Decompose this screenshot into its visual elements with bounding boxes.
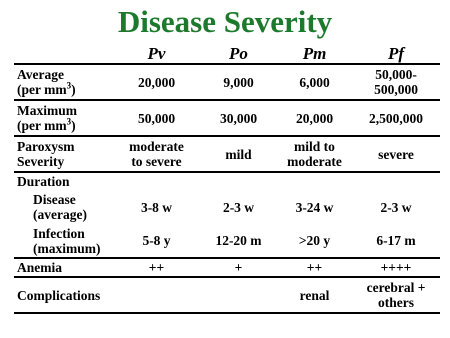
cell-infection-po: 12-20 m — [215, 233, 262, 248]
cell-anemia-pv: ++ — [148, 260, 165, 275]
row-average — [14, 64, 440, 100]
header-po: Po — [229, 44, 248, 63]
cell-disease-pv: 3-8 w — [140, 199, 173, 215]
cell-complications-pf: cerebral + others — [366, 280, 426, 310]
cell-complications-pv — [113, 277, 200, 313]
page-title: Disease Severity — [117, 4, 333, 39]
row-label-disease: Disease (average) — [33, 192, 87, 222]
cell-disease-pm: 3-24 w — [295, 199, 334, 215]
disease-severity-table — [14, 44, 440, 314]
cell-anemia-pm: ++ — [306, 260, 323, 275]
row-disease-duration — [14, 190, 440, 224]
row-infection-duration — [14, 224, 440, 258]
cell-average-pv: 20,000 — [137, 74, 176, 90]
cell-anemia-pf: ++++ — [380, 260, 412, 275]
cell-paroxysm-pf: severe — [378, 146, 414, 162]
row-label-paroxysm: Paroxysm Severity — [17, 139, 75, 169]
cell-average-po: 9,000 — [223, 74, 254, 90]
row-duration — [14, 172, 440, 190]
row-label-maximum: Maximum (per $mm^3$) — [17, 103, 77, 133]
cell-infection-pv: 5-8 y — [142, 233, 171, 248]
row-maximum — [14, 100, 440, 136]
row-paroxysm-severity — [14, 136, 440, 172]
row-complications — [14, 277, 440, 313]
cell-infection-pf: 6-17 m — [376, 233, 416, 248]
cell-maximum-pv: 50,000 — [137, 110, 176, 126]
header-row — [14, 44, 440, 64]
row-anemia — [14, 258, 440, 277]
cell-paroxysm-pv: moderate to severe — [129, 139, 184, 169]
cell-paroxysm-po: mild — [225, 146, 252, 162]
cell-complications-po — [200, 277, 277, 313]
cell-disease-po: 2-3 w — [222, 199, 255, 215]
row-label-anemia: Anemia — [17, 260, 62, 275]
cell-average-pm: 6,000 — [299, 74, 330, 90]
header-pf: Pf — [387, 44, 405, 63]
header-empty-cell — [14, 44, 113, 64]
cell-maximum-po: 30,000 — [219, 110, 258, 126]
row-label-infection: Infection (maximum) — [33, 225, 101, 256]
cell-paroxysm-pm: mild to moderate — [287, 139, 342, 169]
cell-infection-pm: >20 y — [298, 233, 331, 248]
row-label-duration: Duration — [17, 174, 70, 189]
cell-maximum-pf: 2,500,000 — [369, 110, 423, 126]
row-label-complications: Complications — [17, 287, 101, 303]
cell-average-pf: 50,000- 500,000 — [374, 67, 418, 97]
header-pv: Pv — [147, 44, 166, 63]
row-label-average: Average (per $mm^3$) — [17, 67, 76, 97]
cell-complications-pm: renal — [299, 287, 330, 303]
cell-anemia-po: + — [234, 260, 243, 275]
cell-disease-pf: 2-3 w — [380, 199, 412, 215]
header-pm: Pm — [302, 44, 327, 63]
cell-maximum-pm: 20,000 — [295, 110, 334, 126]
